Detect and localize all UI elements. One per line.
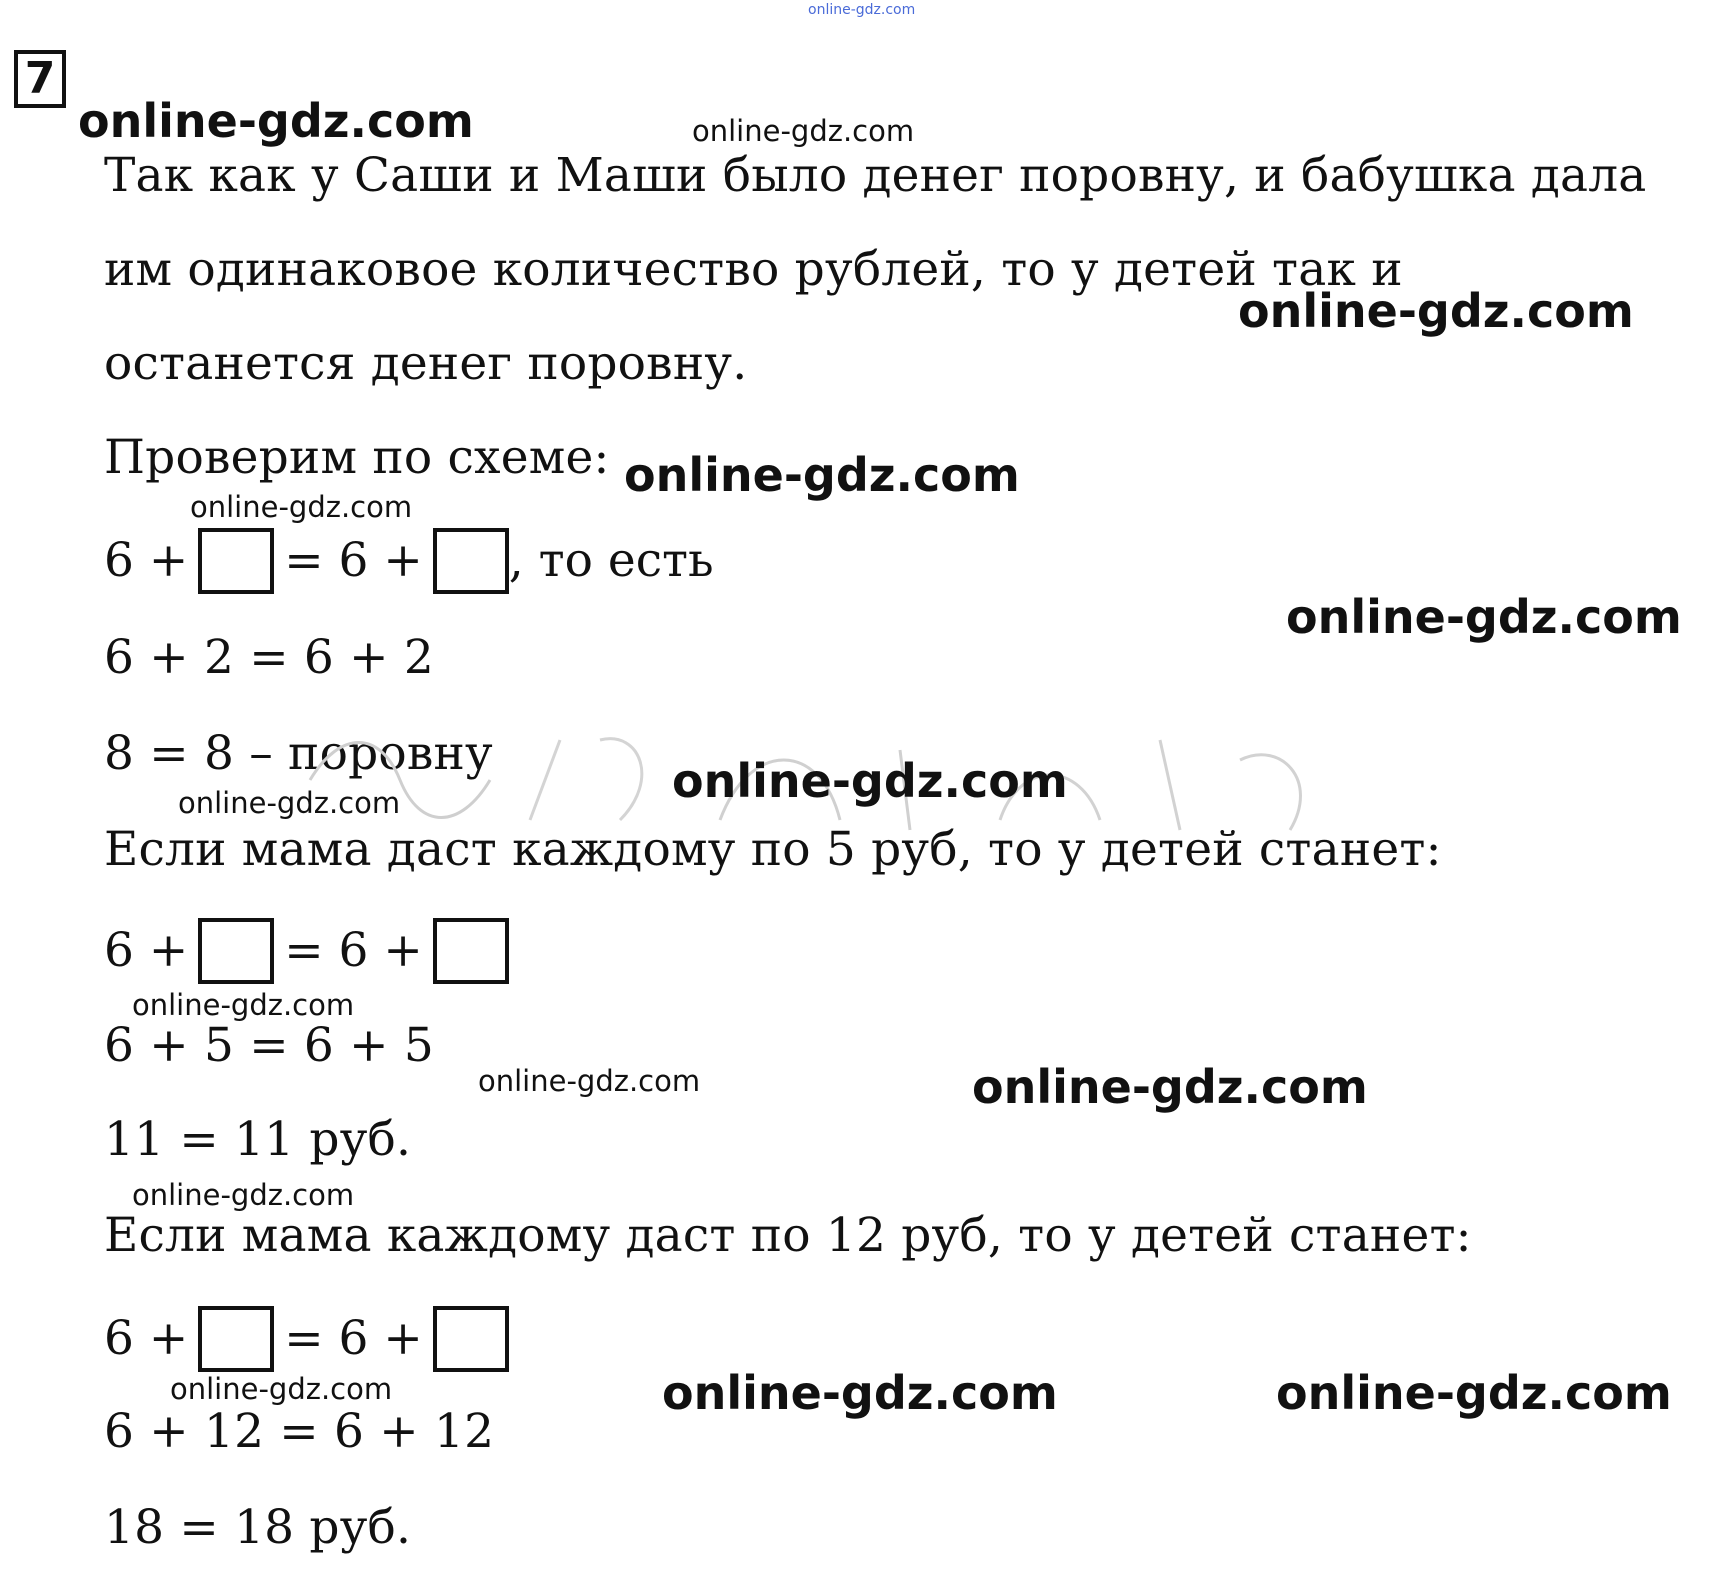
watermark-1: online-gdz.com <box>78 94 474 148</box>
watermark-6: online-gdz.com <box>1286 590 1682 644</box>
equation-18-rub: 18 = 18 руб. <box>104 1500 412 1555</box>
scheme-3-middle: = 6 + <box>284 1311 423 1366</box>
scheme-1-box-right <box>433 528 509 594</box>
watermark-5: online-gdz.com <box>190 490 413 524</box>
scheme-1-middle: = 6 + <box>284 533 423 588</box>
watermark-9: online-gdz.com <box>132 988 355 1022</box>
mama-12-label: Если мама каждому даст по 12 руб, то у детей станет: <box>104 1208 1472 1263</box>
header-watermark: online-gdz.com <box>808 2 916 18</box>
scheme-3-left: 6 + <box>104 1311 189 1366</box>
scheme-2-box-right <box>433 918 509 984</box>
scheme-equation-2 <box>104 918 519 984</box>
equation-8-equals-8: 8 = 8 – поровну <box>104 726 493 781</box>
watermark-4: online-gdz.com <box>624 448 1020 502</box>
watermark-8: online-gdz.com <box>178 786 401 820</box>
equation-6-plus-2: 6 + 2 = 6 + 2 <box>104 630 434 685</box>
scheme-2-box-left <box>198 918 274 984</box>
watermark-11: online-gdz.com <box>972 1060 1368 1114</box>
equation-11-rub: 11 = 11 руб. <box>104 1112 412 1167</box>
paragraph-line-2: им одинаковое количество рублей, то у детей так и <box>104 242 1403 297</box>
paragraph-line-1: Так как у Саши и Маши было денег поровну, и бабушка дала <box>104 148 1647 203</box>
paragraph-line-3: останется денег поровну. <box>104 336 748 391</box>
watermark-10: online-gdz.com <box>478 1064 701 1098</box>
scheme-2-left: 6 + <box>104 923 189 978</box>
scheme-1-suffix: , то есть <box>508 533 714 588</box>
scheme-equation-1 <box>104 528 714 594</box>
scheme-1-left: 6 + <box>104 533 189 588</box>
check-label: Проверим по схеме: <box>104 430 610 485</box>
equation-6-plus-5: 6 + 5 = 6 + 5 <box>104 1018 434 1073</box>
problem-number: 7 <box>14 50 66 108</box>
watermark-2: online-gdz.com <box>692 114 915 148</box>
mama-5-label: Если мама даст каждому по 5 руб, то у детей станет: <box>104 822 1442 877</box>
scheme-1-box-left <box>198 528 274 594</box>
watermark-14: online-gdz.com <box>662 1366 1058 1420</box>
scheme-3-box-left <box>198 1306 274 1372</box>
watermark-12: online-gdz.com <box>132 1178 355 1212</box>
equation-6-plus-12: 6 + 12 = 6 + 12 <box>104 1404 495 1459</box>
watermark-15: online-gdz.com <box>1276 1366 1672 1420</box>
watermark-7: online-gdz.com <box>672 754 1068 808</box>
scheme-equation-3 <box>104 1306 519 1372</box>
watermark-13: online-gdz.com <box>170 1372 393 1406</box>
scheme-3-box-right <box>433 1306 509 1372</box>
watermark-3: online-gdz.com <box>1238 284 1634 338</box>
scheme-2-middle: = 6 + <box>284 923 423 978</box>
